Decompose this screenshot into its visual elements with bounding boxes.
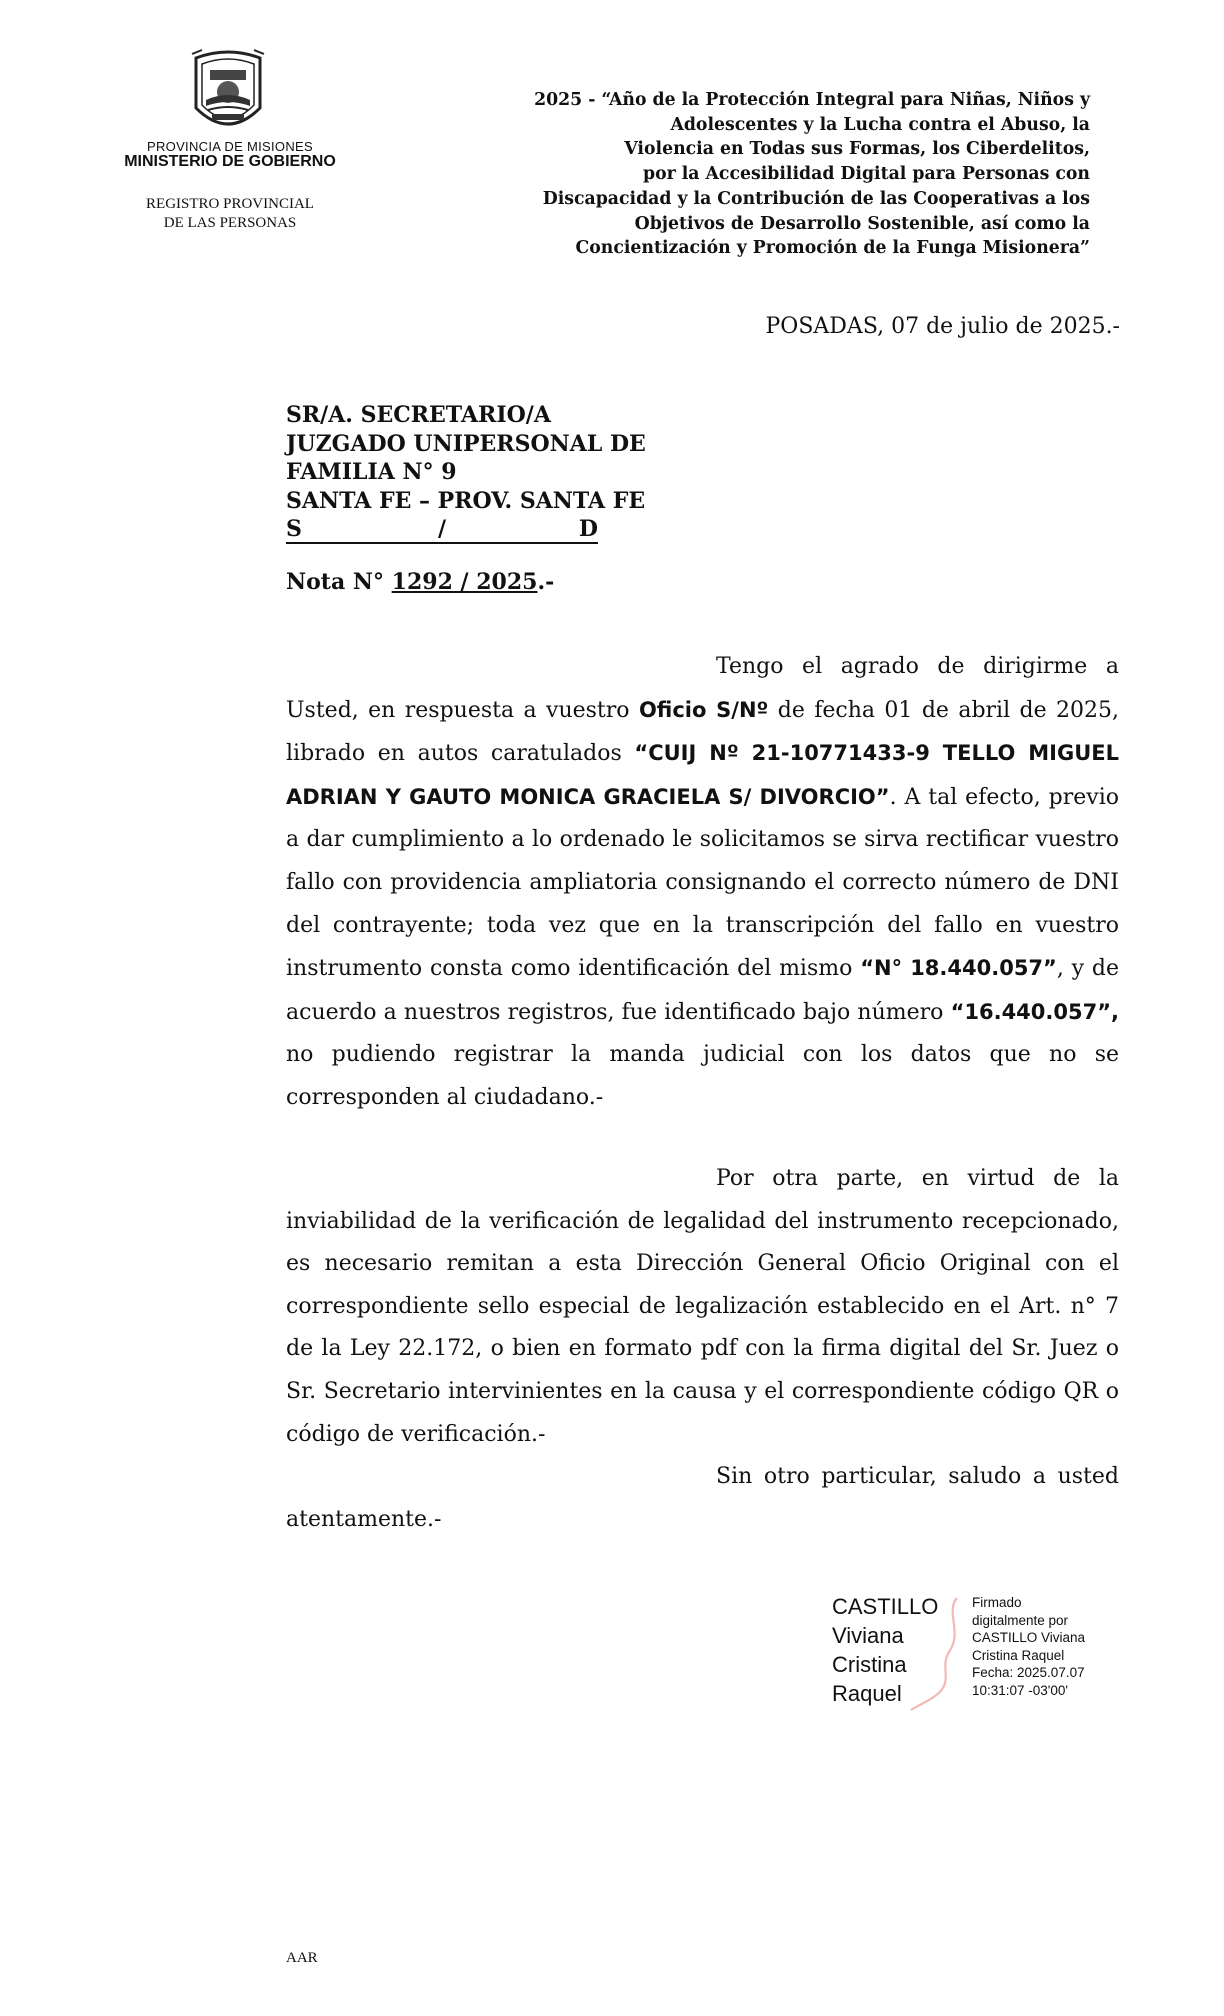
note-number bbox=[286, 569, 554, 595]
motto-line: Violencia en Todas sus Formas, los Ciberdelitos, bbox=[624, 139, 1090, 160]
body-text: Tengo el agrado de dirigirme a Usted, en respuesta a vuestro bbox=[286, 654, 1119, 723]
motto-line: Objetivos de Desarrollo Sostenible, así como la bbox=[634, 213, 1090, 234]
sd-left: S bbox=[286, 516, 302, 543]
correct-dni: “16.440.057”, bbox=[950, 999, 1119, 1024]
body-paragraph-2 bbox=[286, 1158, 1119, 1456]
signature-details bbox=[972, 1594, 1085, 1699]
addressee-block bbox=[286, 401, 646, 552]
addressee-line: JUZGADO UNIPERSONAL DE bbox=[286, 430, 646, 457]
sd-mid: / bbox=[438, 516, 447, 543]
signature-detail-line: 10:31:07 -03'00' bbox=[972, 1682, 1068, 1698]
addressee-line: FAMILIA N° 9 bbox=[286, 459, 457, 486]
signature-detail-line: Cristina Raquel bbox=[972, 1647, 1065, 1663]
case-title: “CUIJ Nº 21-10771433-9 TELLO MIGUEL ADRIAN Y GAUTO MONICA GRACIELA S/ DIVORCIO” bbox=[286, 741, 1119, 809]
note-value: 1292 / 2025 bbox=[391, 569, 538, 595]
province-label: PROVINCIA DE MISIONES bbox=[147, 139, 313, 154]
year-motto bbox=[440, 88, 1090, 261]
signer-name-line: Cristina bbox=[832, 1652, 907, 1677]
note-suffix: .- bbox=[537, 569, 555, 595]
signature-mark-icon bbox=[905, 1592, 965, 1712]
addressee-line: SR/A. SECRETARIO/A bbox=[286, 402, 551, 428]
registry-label-line1: REGISTRO PROVINCIAL bbox=[146, 196, 314, 212]
signer-name-line: Viviana bbox=[832, 1623, 904, 1648]
note-prefix: Nota N° bbox=[286, 569, 384, 595]
motto-line: 2025 - “Año de la Protección Integral para Niñas, Niños y bbox=[534, 90, 1090, 110]
signature-detail-line: Firmado bbox=[972, 1595, 1022, 1610]
body-text: no pudiendo registrar la manda judicial con los datos que no se corresponden al ciudadano.- bbox=[286, 1042, 1119, 1110]
motto-line: por la Accesibilidad Digital para Personas con bbox=[643, 164, 1090, 185]
body-paragraph-1 bbox=[286, 646, 1119, 1120]
body-text: , y de acuerdo a nuestros registros, fue identificado bajo número bbox=[286, 956, 1120, 1025]
province-seal-logo bbox=[188, 48, 268, 136]
date-line: POSADAS, 07 de julio de 2025.- bbox=[765, 314, 1120, 339]
registry-label-line2: DE LAS PERSONAS bbox=[163, 215, 297, 231]
motto-line: Discapacidad y la Contribución de las Cooperativas a los bbox=[542, 188, 1090, 209]
signer-name-line: Raquel bbox=[832, 1681, 902, 1706]
closing-text: Sin otro particular, saludo a usted atentamente.- bbox=[286, 1464, 1119, 1532]
signature-detail-line: CASTILLO Viviana bbox=[972, 1630, 1086, 1645]
motto-line: Concientización y Promoción de la Funga Misionera” bbox=[575, 238, 1090, 259]
wrong-dni: “N° 18.440.057” bbox=[860, 956, 1057, 981]
body-paragraph-3 bbox=[286, 1456, 1119, 1541]
signature-detail-line: digitalmente por bbox=[972, 1612, 1069, 1628]
body-text: Por otra parte, en virtud de la inviabilidad de la verificación de legalidad del instrumento recepcionado, es necesario remitan a esta Dirección General Oficio Original con el correspondiente sello especial de legalización establecido en el Art. n° 7 de la Ley 22.172, o bien en formato pdf con la firma digital del Sr. Juez o Sr. Secretario intervinientes en la causa y el correspondiente código QR o código de verificación.- bbox=[286, 1166, 1119, 1447]
sd-right: D bbox=[578, 516, 598, 543]
ministry-label: MINISTERIO DE GOBIERNO bbox=[124, 153, 336, 170]
signature-detail-line: Fecha: 2025.07.07 bbox=[972, 1665, 1085, 1680]
body-text: de fecha 01 de abril de 2025, librado en autos caratulados bbox=[286, 697, 1119, 767]
motto-line: Adolescentes y la Lucha contra el Abuso, la bbox=[670, 114, 1090, 135]
author-initials: AAR bbox=[286, 1950, 318, 1966]
addressee-line: SANTA FE – PROV. SANTA FE bbox=[286, 487, 646, 514]
su-despacho bbox=[286, 515, 646, 552]
body-text: . A tal efecto, previo a dar cumplimiento a lo ordenado le solicitamos se sirva rectificar vuestro fallo con providencia ampliatoria consignando el correcto número de DNI del contrayente; toda vez que en la transcripción del fallo en vuestro instrumento consta como identificación del mismo bbox=[286, 784, 1119, 982]
oficio-ref: Oficio S/Nº bbox=[638, 697, 769, 722]
signer-name-line: CASTILLO bbox=[832, 1594, 939, 1619]
